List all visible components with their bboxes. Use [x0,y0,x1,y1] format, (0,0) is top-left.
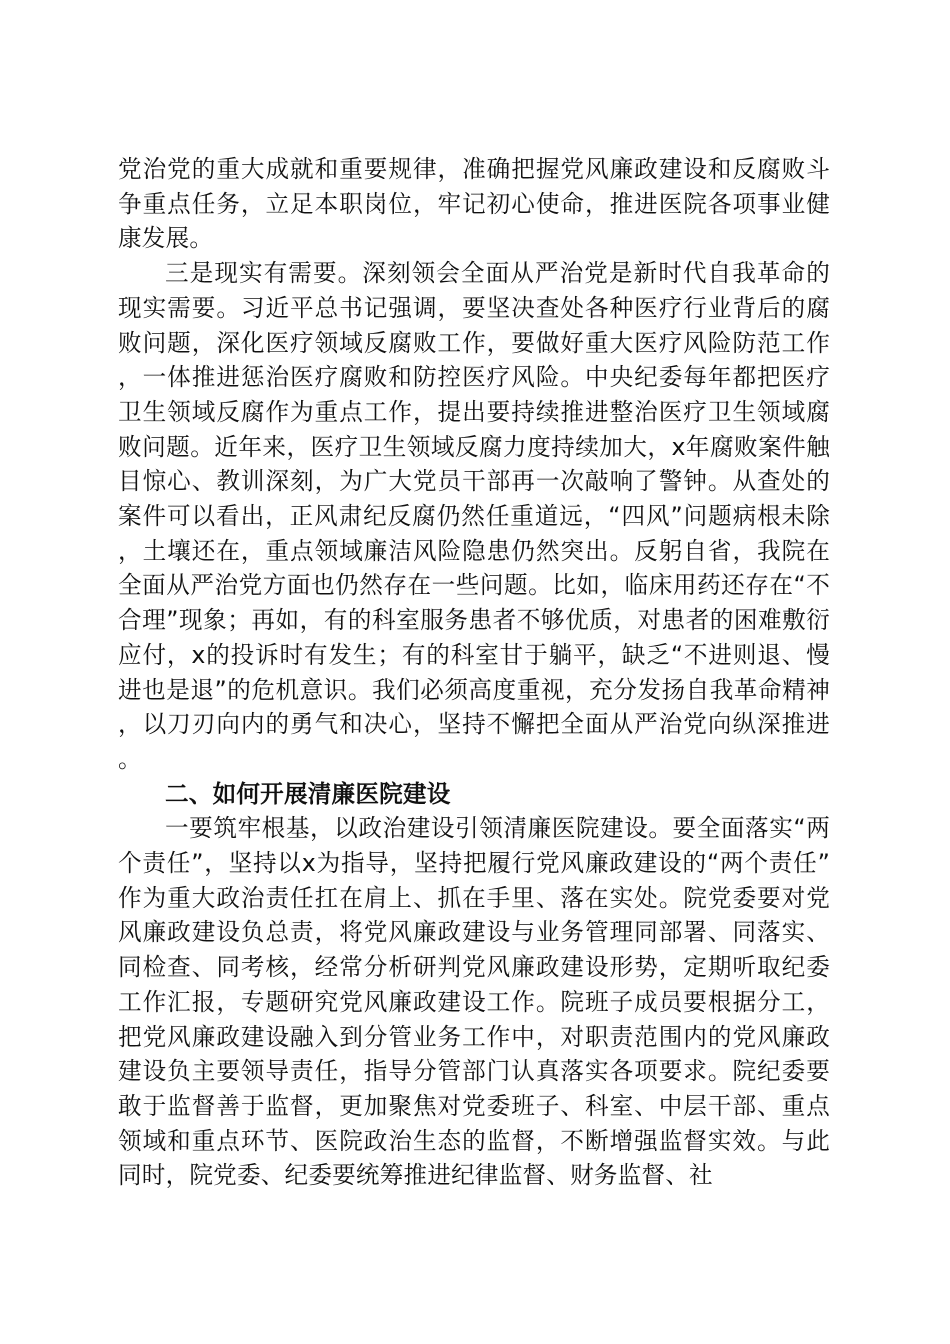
document-body [118,152,830,1193]
paragraph-political-foundation: 一要筑牢根基，以政治建设引领清廉医院建设。要全面落实“两个责任”，坚持以x为指导，坚持把履行党风廉政建设的“两个责任”作为重大政治责任扛在肩上、抓在手里、落在实处。院党委要对党风廉政建设负总责，将党风廉政建设与业务管理同部署、同落实、同检查、同考核，经常分析研判党风廉政建设形势，定期听取纪委工作汇报，专题研究党风廉政建设工作。院班子成员要根据分工，把党风廉政建设融入到分管业务工作中，对职责范围内的党风廉政建设负主要领导责任，指导分管部门认真落实各项要求。院纪委要敢于监督善于监督，更加聚焦对党委班子、科室、中层干部、重点领域和重点环节、医院政治生态的监督，不断增强监督实效。与此同时，院党委、纪委要统筹推进纪律监督、财务监督、社 [118,814,830,1190]
section-heading: 二、如何开展清廉医院建设 [165,779,451,808]
paragraph-continuation: 党治党的重大成就和重要规律，准确把握党风廉政建设和反腐败斗争重点任务，立足本职岗位，牢记初心使命，推进医院各项事业健康发展。 [118,155,830,253]
paragraph-reality-need: 三是现实有需要。深刻领会全面从严治党是新时代自我革命的现实需要。习近平总书记强调，要坚决查处各种医疗行业背后的腐败问题，深化医疗领域反腐败工作，要做好重大医疗风险防范工作，一体推进惩治医疗腐败和防控医疗风险。中央纪委每年都把医疗卫生领域反腐作为重点工作，提出要持续推进整治医疗卫生领域腐败问题。近年来，医疗卫生领域反腐力度持续加大，x年腐败案件触目惊心、教训深刻，为广大党员干部再一次敲响了警钟。从查处的案件可以看出，正风肃纪反腐仍然任重道远，“四风”问题病根未除，土壤还在，重点领域廉洁风险隐患仍然突出。反躬自省，我院在全面从严治党方面也仍然存在一些问题。比如，临床用药还存在“不合理”现象；再如，有的科室服务患者不够优质，对患者的困难敷衍应付，x的投诉时有发生；有的科室甘于躺平，缺乏“不进则退、慢进也是退”的危机意识。我们必须高度重视，充分发扬自我革命精神，以刀刃向内的勇气和决心，坚持不懈把全面从严治党向纵深推进。 [118,259,830,773]
